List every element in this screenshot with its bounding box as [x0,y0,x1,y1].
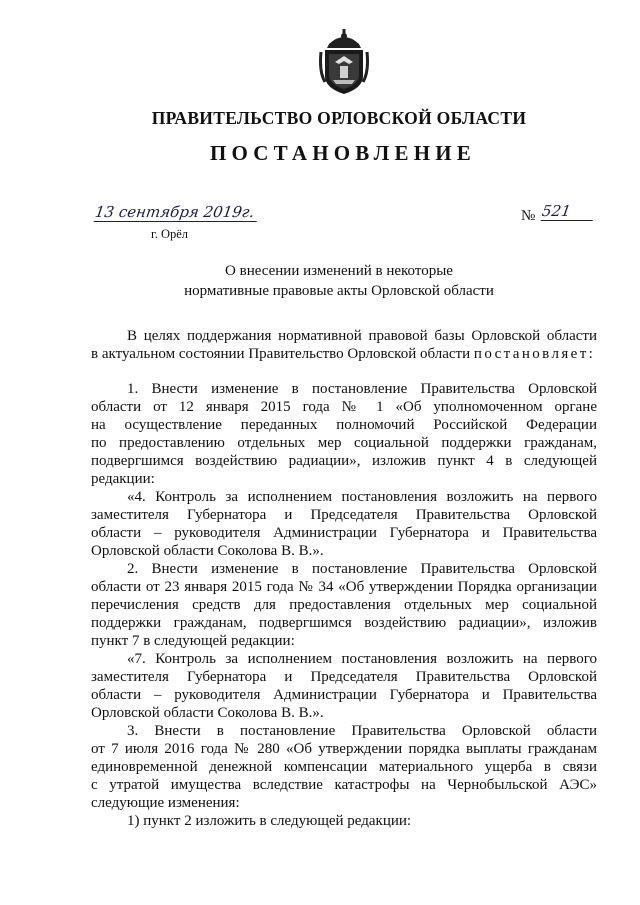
paragraph-line: заместителя Губернатора и Председателя Правительства Орловской [91,668,597,685]
paragraph-line: «4. Контроль за исполнением постановления возложить на первого [127,489,597,505]
paragraph-line: 1) пункт 2 изложить в следующей редакции: [127,813,412,829]
item-1-paragraph [91,381,597,488]
subject-line: нормативные правовые акты Орловской области [184,283,494,299]
paragraph-line: В целях поддержания нормативной правовой базы Орловской области [127,328,597,344]
paragraph-line: «7. Контроль за исполнением постановления возложить на первого [127,651,597,667]
subject-line: О внесении изменений в некоторые [225,263,453,279]
number-label: № [521,208,536,224]
paragraph-line: на осуществление переданных полномочий Российской Федерации [91,416,597,433]
document-type-title: ПОСТАНОВЛЕНИЕ [209,141,477,165]
resolution-keyword: постановляет: [473,345,596,362]
paragraph-line: 1. Внести изменение в постановление Правительства Орловской [127,381,597,397]
paragraph-line [91,346,597,364]
paragraph-line: 2. Внести изменение в постановление Правительства Орловской [127,561,597,577]
paragraph-line: с утратой имущества вследствие катастрофы на Чернобыльской АЭС» [91,776,597,793]
item-3-paragraph [91,723,597,813]
item-2-paragraph [91,561,597,651]
coat-of-arms-icon [319,26,369,96]
preamble-text: в актуальном состоянии Правительство Орловской области [91,345,474,362]
paragraph-line: от 7 июля 2016 года № 280 «Об утверждении порядка выплаты гражданам [91,740,597,757]
quote-1-paragraph [91,489,597,561]
item-3-subitem-1 [91,813,597,831]
paragraph-line: 3. Внести в постановление Правительства Орловской области [127,723,597,739]
paragraph-line: области от 12 января 2015 года № 1 «Об уполномоченном органе [91,398,597,415]
paragraph-line: заместителя Губернатора и Председателя Правительства Орловской [91,506,597,523]
paragraph-line: перечисления средств для предоставления отдельных мер социальной [91,596,597,613]
preamble-paragraph [91,328,597,364]
paragraph-line: единовременной денежной компенсации материального ущерба в связи [91,758,597,775]
organization-title: ПРАВИТЕЛЬСТВО ОРЛОВСКОЙ ОБЛАСТИ [151,108,527,128]
paragraph-line: редакции: [91,470,155,487]
handwritten-date: 13 сентября 2019г. [94,203,260,222]
paragraph-line: Орловской области Соколова В. В.». [91,542,324,559]
paragraph-line: области – руководителя Администрации Губернатора и Правительства [91,524,597,541]
document-subject [0,261,640,301]
paragraph-line: области – руководителя Администрации Губернатора и Правительства [91,686,597,703]
paragraph-line: по предоставлению отдельных мер социальной поддержки гражданам, [91,434,597,451]
quote-2-paragraph [91,651,597,723]
paragraph-line: подвергшимся воздействию радиации», изложив пункт 4 в следующей [91,452,597,469]
paragraph-line: Орловской области Соколова В. В.». [91,704,324,721]
paragraph-line: области от 23 января 2015 года № 34 «Об утверждении Порядка организации [91,578,597,595]
paragraph-line: поддержки гражданам, подвергшимся воздействию радиации», изложив [91,614,597,631]
handwritten-number: 521 [541,202,596,221]
paragraph-line: следующие изменения: [91,794,240,811]
city-label: г. Орёл [151,227,189,241]
paragraph-line: пункт 7 в следующей редакции: [91,632,295,649]
